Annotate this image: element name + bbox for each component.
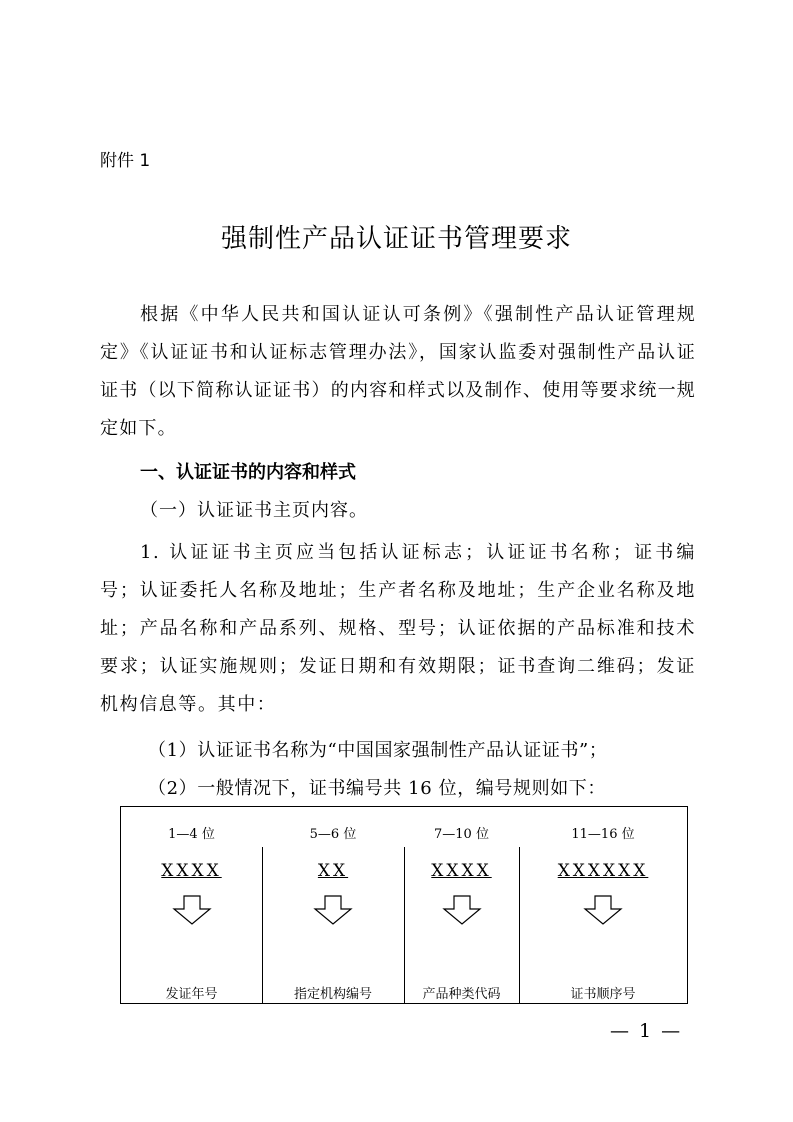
code-label: 证书顺序号 bbox=[570, 987, 636, 1002]
digit-range: 1—4 位 bbox=[168, 827, 215, 842]
down-arrow-icon bbox=[442, 895, 482, 925]
down-arrow-icon bbox=[313, 895, 353, 925]
down-arrow-icon bbox=[172, 895, 212, 925]
subsection-heading: （一）认证证书主页内容。 bbox=[140, 500, 368, 521]
digit-range: 5—6 位 bbox=[309, 827, 357, 842]
code-placeholder: XXXX bbox=[161, 861, 222, 881]
code-column bbox=[262, 807, 404, 1003]
intro-paragraph: 根据《中华人民共和国认证认可条例》《强制性产品认证管理规定》《认证证书和认证标志管理办法》，国家认监委对强制性产品认证证书（以下简称认证证书）的内容和样式以及制作、使用等要求统一规定如下。 bbox=[100, 304, 696, 439]
sub-item-2: （2）一般情况下，证书编号共 16 位，编号规则如下： bbox=[148, 778, 606, 799]
attachment-label: 附件 1 bbox=[100, 151, 151, 171]
document-title: 强制性产品认证证书管理要求 bbox=[220, 224, 572, 254]
sub-item-1: （1）认证证书名称为“中国国家强制性产品认证证书”； bbox=[148, 740, 608, 761]
digit-range: 7—10 位 bbox=[434, 827, 489, 842]
code-column bbox=[519, 807, 687, 1003]
code-label: 指定机构编号 bbox=[293, 987, 372, 1002]
down-arrow-icon bbox=[583, 895, 623, 925]
item-paragraph: 1. 认证证书主页应当包括认证标志；认证证书名称；证书编号；认证委托人名称及地址；生产者名称及地址；生产企业名称及地址；产品名称和产品系列、规格、型号；认证依据的产品标准和技术要求；认证实施规则；发证日期和有效期限；证书查询二维码；发证机构信息等。其中： bbox=[100, 542, 696, 715]
section-heading: 一、认证证书的内容和样式 bbox=[140, 462, 356, 483]
page-number: — 1 — bbox=[610, 1020, 683, 1042]
code-placeholder: XXXXXX bbox=[557, 861, 649, 881]
code-placeholder: XXXX bbox=[431, 861, 492, 881]
code-placeholder: XX bbox=[317, 861, 349, 881]
code-column bbox=[121, 807, 262, 1003]
code-label: 产品种类代码 bbox=[422, 987, 501, 1002]
digit-range: 11—16 位 bbox=[571, 827, 635, 842]
code-column bbox=[404, 807, 519, 1003]
code-label: 发证年号 bbox=[165, 987, 218, 1002]
code-rule-table bbox=[120, 806, 688, 1004]
